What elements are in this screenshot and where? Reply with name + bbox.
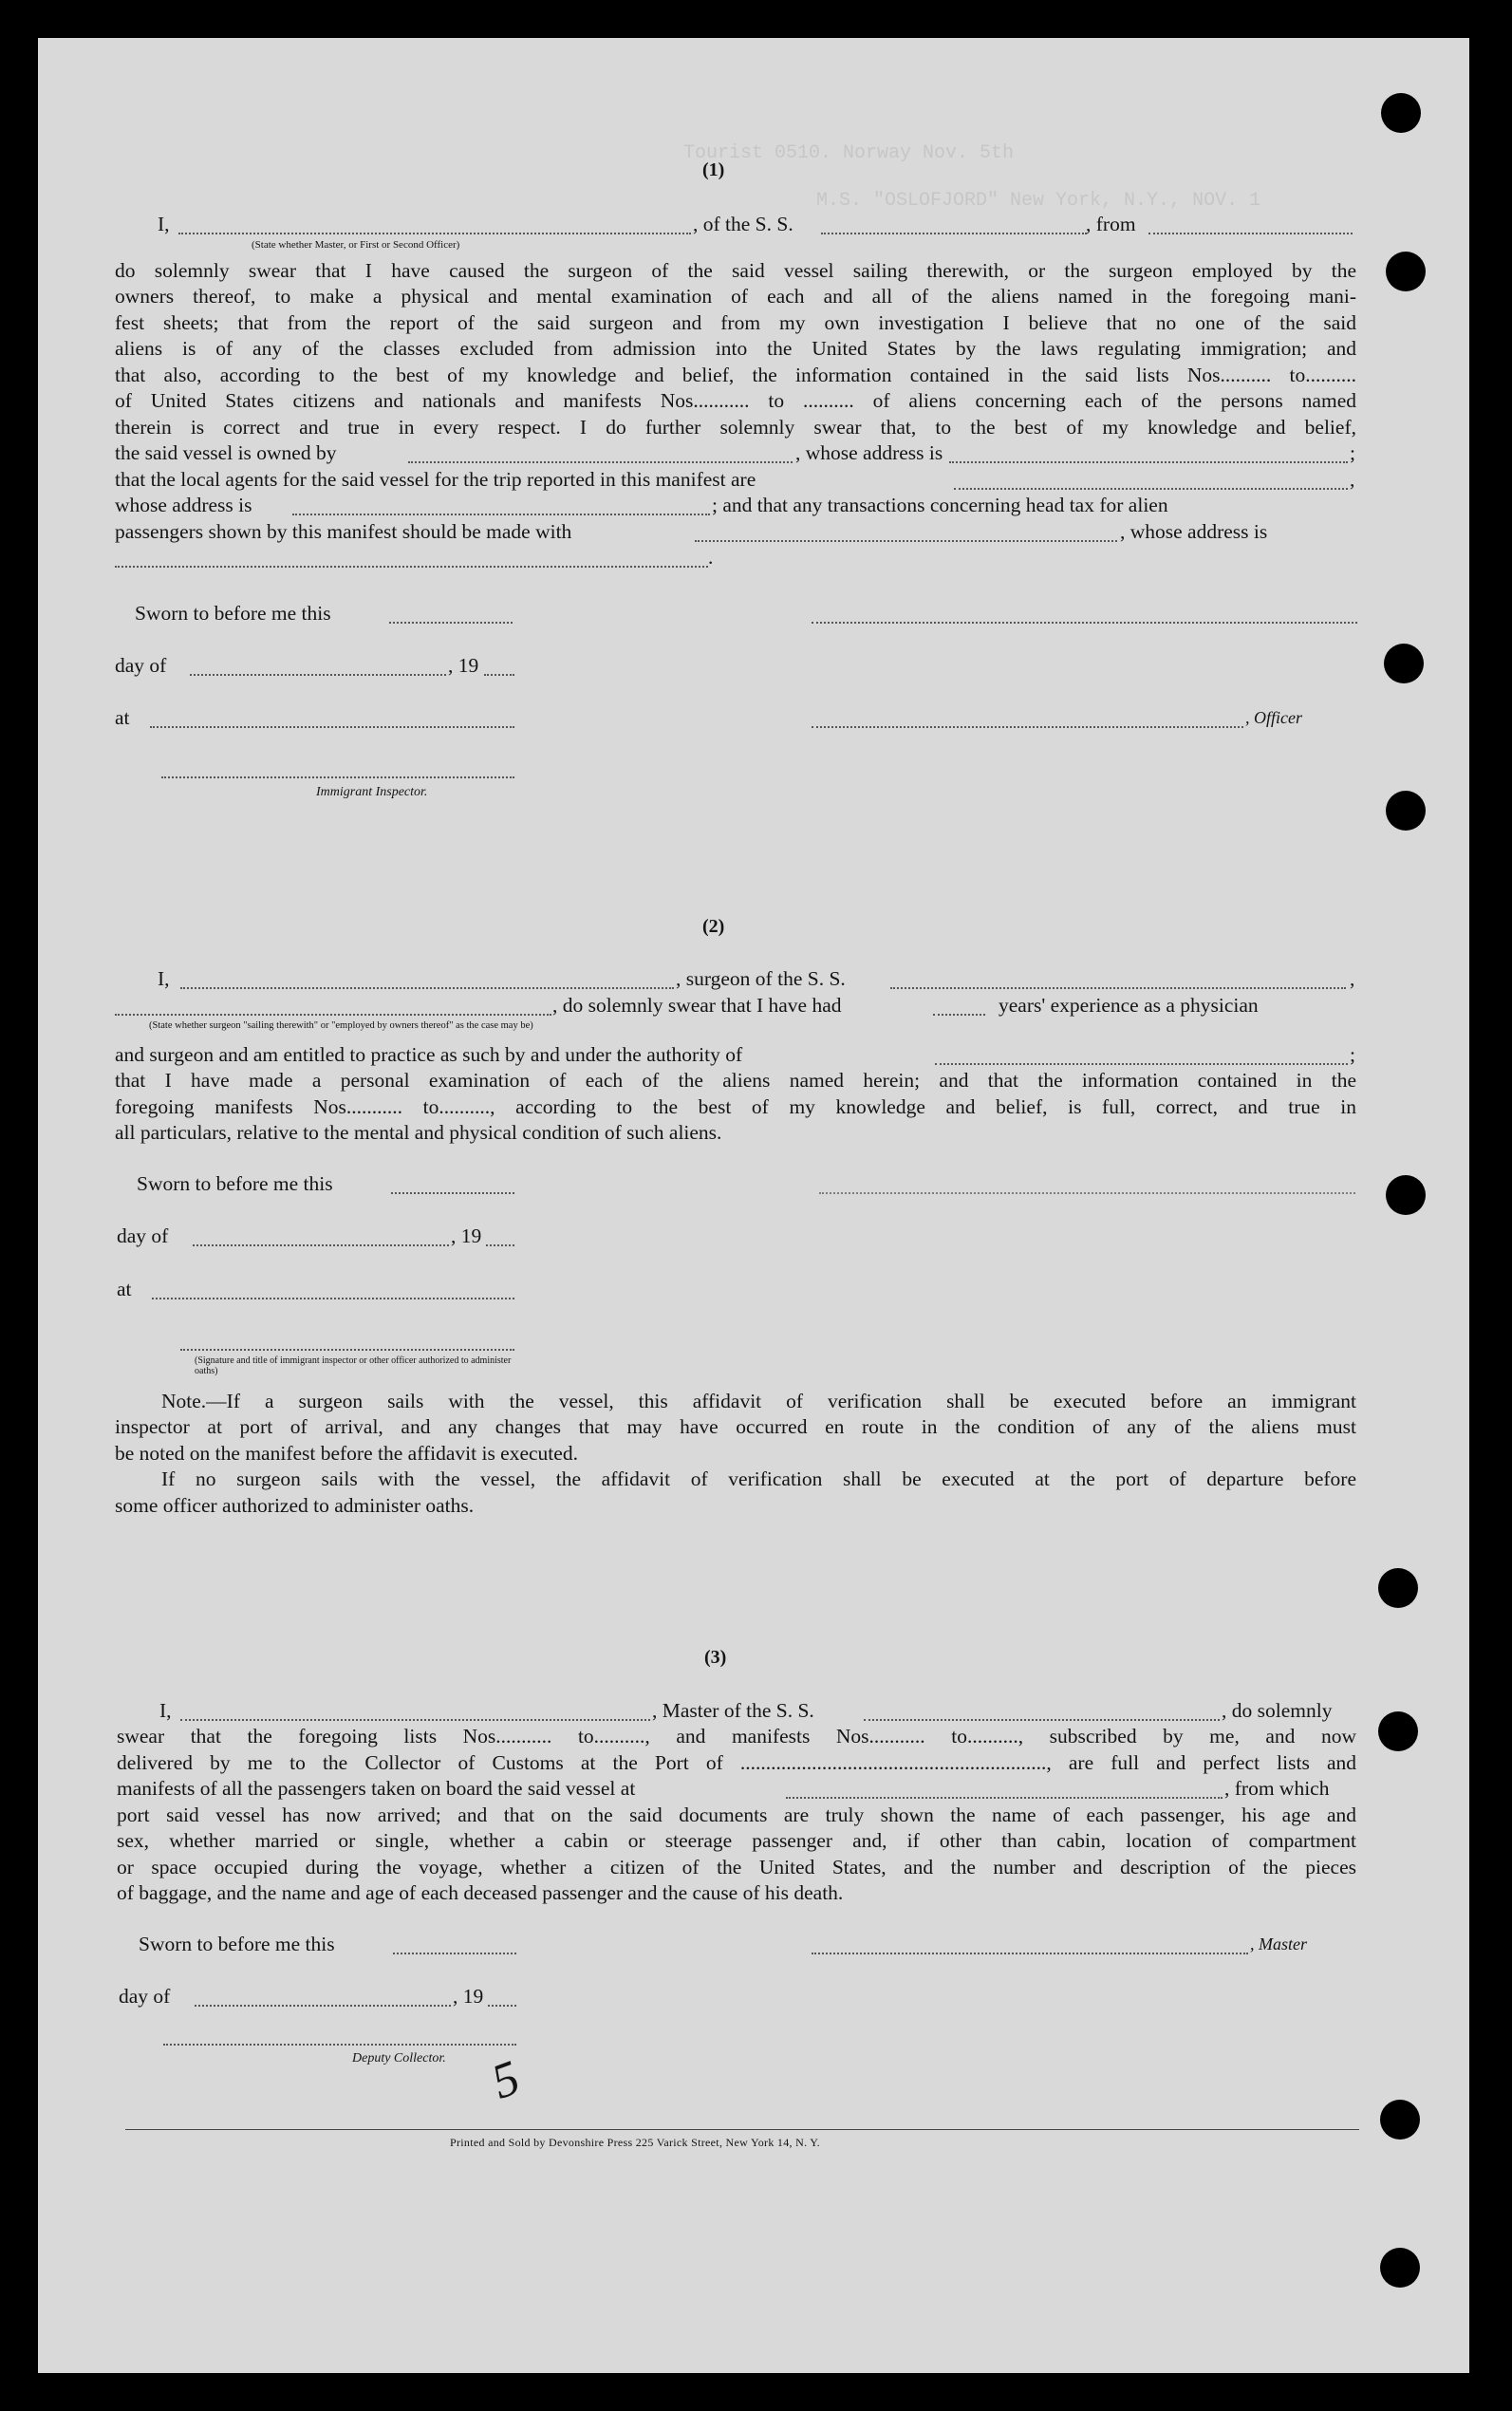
- owner-address-line[interactable]: [949, 461, 1348, 463]
- note-paragraph-line: Note.—If a surgeon sails with the vessel, this affidavit of verification shall be executed before an immigrant: [161, 1390, 1356, 1412]
- head-tax-agent-line[interactable]: [695, 540, 1117, 542]
- day-month-line[interactable]: [193, 1244, 449, 1246]
- binder-hole: [1378, 1711, 1418, 1751]
- surgeon-paragraph-line: all particulars, relative to the mental and physical condition of such aliens.: [115, 1121, 722, 1144]
- note-paragraph-line: inspector at port of arrival, and any changes that may have occurred en route in the condition of any of the aliens must: [115, 1415, 1356, 1438]
- year-line[interactable]: [488, 2005, 516, 2007]
- section-number: (2): [702, 916, 725, 937]
- surgeon-name-line[interactable]: [180, 987, 674, 989]
- inspector-caption: Immigrant Inspector.: [316, 785, 428, 799]
- punct: ,: [1350, 967, 1355, 990]
- label-passengers: passengers shown by this manifest should be made with: [115, 520, 572, 543]
- sworn-date-line[interactable]: [389, 622, 513, 624]
- label-i: I,: [158, 967, 170, 990]
- printer-imprint: Printed and Sold by Devonshire Press 225 Varick Street, New York 14, N. Y.: [450, 2136, 820, 2149]
- label-local-agents: that the local agents for the said vessel for the trip reported in this manifest are: [115, 468, 756, 491]
- surgeon-type-line[interactable]: [115, 1014, 551, 1016]
- officer-title-line[interactable]: [812, 726, 1243, 728]
- master-name-line[interactable]: [180, 1719, 650, 1721]
- label-owned-by: the said vessel is owned by: [115, 441, 337, 464]
- inspector-signature-line[interactable]: [161, 776, 514, 778]
- label-i: I,: [159, 1699, 172, 1722]
- sworn-date-line[interactable]: [393, 1953, 516, 1954]
- manifest-affidavit-page: [38, 38, 1469, 2373]
- punct: .: [708, 546, 714, 569]
- binder-hole: [1380, 2248, 1420, 2288]
- place-line[interactable]: [152, 1298, 514, 1299]
- label-day-of: day of: [115, 654, 167, 677]
- binder-hole: [1378, 1568, 1418, 1608]
- label-officer: , Officer: [1245, 708, 1302, 727]
- surgeon-signature-line[interactable]: [819, 1192, 1355, 1194]
- note-paragraph-line: some officer authorized to administer oaths.: [115, 1494, 475, 1517]
- binder-hole: [1386, 1175, 1426, 1215]
- label-sworn: Sworn to before me this: [137, 1172, 333, 1195]
- label-whose-address-end: , whose address is: [1120, 520, 1268, 543]
- deputy-signature-line[interactable]: [163, 2044, 516, 2046]
- handwritten-mark: 5: [485, 2050, 527, 2110]
- surgeon-type-note: (State whether surgeon "sailing therewith" or "employed by owners thereof" as the case may be): [149, 1020, 533, 1031]
- label-do-solemnly: , do solemnly: [1222, 1699, 1333, 1722]
- label-i: I,: [158, 213, 170, 235]
- punct: ;: [1350, 441, 1355, 464]
- punct: ;: [1350, 1043, 1355, 1066]
- bleed-through-text: Tourist 0510. Norway Nov. 5th: [683, 142, 1015, 164]
- label-years-exp: years' experience as a physician: [999, 994, 1259, 1017]
- master-paragraph-line: swear that the foregoing lists Nos........... to.........., and manifests Nos........... to.........., subscribed by me, and now: [117, 1725, 1356, 1748]
- oath-paragraph-line: of United States citizens and nationals and manifests Nos........... to .......... of aliens concerning each of the persons named: [115, 389, 1356, 412]
- master-paragraph-line: sex, whether married or single, whether a cabin or steerage passenger and, if other than cabin, location of compartment: [117, 1829, 1356, 1852]
- surgeon-paragraph-line: foregoing manifests Nos........... to.........., according to the best of my knowledge and belief, is full, correct, and true in: [115, 1095, 1356, 1118]
- bleed-through-text: M.S. "OSLOFJORD" New York, N.Y., NOV. 1: [816, 190, 1261, 212]
- inspector-signature-line[interactable]: [180, 1349, 514, 1351]
- day-month-line[interactable]: [195, 2005, 451, 2007]
- embarkation-port-line[interactable]: [786, 1797, 1223, 1799]
- label-year: , 19: [453, 1985, 484, 2008]
- label-of-the-ss: , of the S. S.: [693, 213, 793, 235]
- binder-hole: [1381, 93, 1421, 133]
- label-sworn: Sworn to before me this: [135, 602, 331, 625]
- binder-hole: [1380, 2100, 1420, 2140]
- label-surgeon-of: , surgeon of the S. S.: [676, 967, 846, 990]
- binder-hole: [1386, 252, 1426, 291]
- label-whose-address: whose address is: [115, 494, 252, 516]
- master-paragraph-line: delivered by me to the Collector of Customs at the Port of ............................................................, are full and perfect lists and: [117, 1751, 1356, 1774]
- from-port-line[interactable]: [1148, 233, 1353, 234]
- label-from-which: , from which: [1224, 1777, 1330, 1800]
- label-whose-address-is: , whose address is: [795, 441, 943, 464]
- years-experience-line[interactable]: [933, 1014, 985, 1016]
- oath-paragraph-line: that also, according to the best of my knowledge and belief, the information contained in the said lists Nos.......... to..........: [115, 364, 1356, 386]
- label-from: , from: [1086, 213, 1136, 235]
- agent-address-line[interactable]: [292, 514, 710, 515]
- signature-title-note: (Signature and title of immigrant inspector or other officer authorized to administer oaths): [195, 1355, 512, 1376]
- sworn-date-line[interactable]: [391, 1192, 514, 1194]
- label-day-of: day of: [119, 1985, 171, 2008]
- surgeon-vessel-line[interactable]: [890, 987, 1346, 989]
- authority-line[interactable]: [935, 1063, 1348, 1065]
- label-at: at: [117, 1278, 132, 1300]
- label-day-of: day of: [117, 1224, 169, 1247]
- vessel-name-line[interactable]: [821, 233, 1087, 234]
- label-manifests: manifests of all the passengers taken on board the said vessel at: [117, 1777, 636, 1800]
- officer-type-note: (State whether Master, or First or Second Officer): [252, 239, 460, 251]
- note-paragraph-line: be noted on the manifest before the affidavit is executed.: [115, 1442, 578, 1465]
- oath-paragraph-line: do solemnly swear that I have caused the surgeon of the said vessel sailing therewith, or the surgeon employed by the: [115, 259, 1356, 282]
- binder-hole: [1384, 644, 1424, 683]
- note-paragraph-line: If no surgeon sails with the vessel, the affidavit of verification shall be executed at the port of departure before: [161, 1467, 1356, 1490]
- punct: ,: [1350, 468, 1355, 491]
- label-at: at: [115, 706, 130, 729]
- section-number: (3): [704, 1647, 727, 1668]
- label-head-tax: ; and that any transactions concerning head tax for alien: [712, 494, 1168, 516]
- oath-paragraph-line: aliens is of any of the classes excluded from admission into the United States by the laws regulating immigration; and: [115, 337, 1356, 360]
- master-signature-line[interactable]: [812, 1953, 1248, 1954]
- year-line[interactable]: [486, 1244, 514, 1246]
- master-paragraph-line: port said vessel has now arrived; and that on the said documents are truly shown the name of each passenger, his age and: [117, 1804, 1356, 1826]
- local-agents-line[interactable]: [954, 488, 1348, 490]
- label-authority: and surgeon and am entitled to practice as such by and under the authority of: [115, 1043, 743, 1066]
- label-do-solemnly: , do solemnly swear that I have had: [552, 994, 842, 1017]
- owner-line[interactable]: [408, 461, 793, 463]
- master-vessel-line[interactable]: [864, 1719, 1220, 1721]
- label-master: , Master: [1250, 1934, 1307, 1953]
- label-master-of: , Master of the S. S.: [652, 1699, 814, 1722]
- label-sworn: Sworn to before me this: [139, 1933, 335, 1955]
- oath-paragraph-line: owners thereof, to make a physical and mental examination of each and all of the aliens named in the foregoing mani-: [115, 285, 1356, 308]
- year-line[interactable]: [484, 674, 514, 676]
- oath-paragraph-line: therein is correct and true in every respect. I do further solemnly swear that, to the best of my knowledge and belief,: [115, 416, 1356, 439]
- oath-paragraph-line: fest sheets; that from the report of the said surgeon and from my own investigation I believe that no one of the said: [115, 311, 1356, 334]
- head-tax-address-line[interactable]: [115, 566, 708, 568]
- deputy-caption: Deputy Collector.: [352, 2051, 446, 2065]
- section-number: (1): [702, 159, 725, 180]
- footer-rule: [125, 2129, 1359, 2130]
- officer-signature-line[interactable]: [812, 622, 1357, 624]
- binder-hole: [1386, 791, 1426, 831]
- label-year: , 19: [451, 1224, 482, 1247]
- master-paragraph-line: of baggage, and the name and age of each deceased passenger and the cause of his death.: [117, 1881, 844, 1904]
- officer-name-line[interactable]: [178, 233, 691, 234]
- day-month-line[interactable]: [190, 674, 446, 676]
- place-line[interactable]: [150, 726, 514, 728]
- master-paragraph-line: or space occupied during the voyage, whether a citizen of the United States, and the number and description of the pieces: [117, 1856, 1356, 1878]
- label-year: , 19: [448, 654, 479, 677]
- surgeon-paragraph-line: that I have made a personal examination of each of the aliens named herein; and that the information contained in the: [115, 1069, 1356, 1092]
